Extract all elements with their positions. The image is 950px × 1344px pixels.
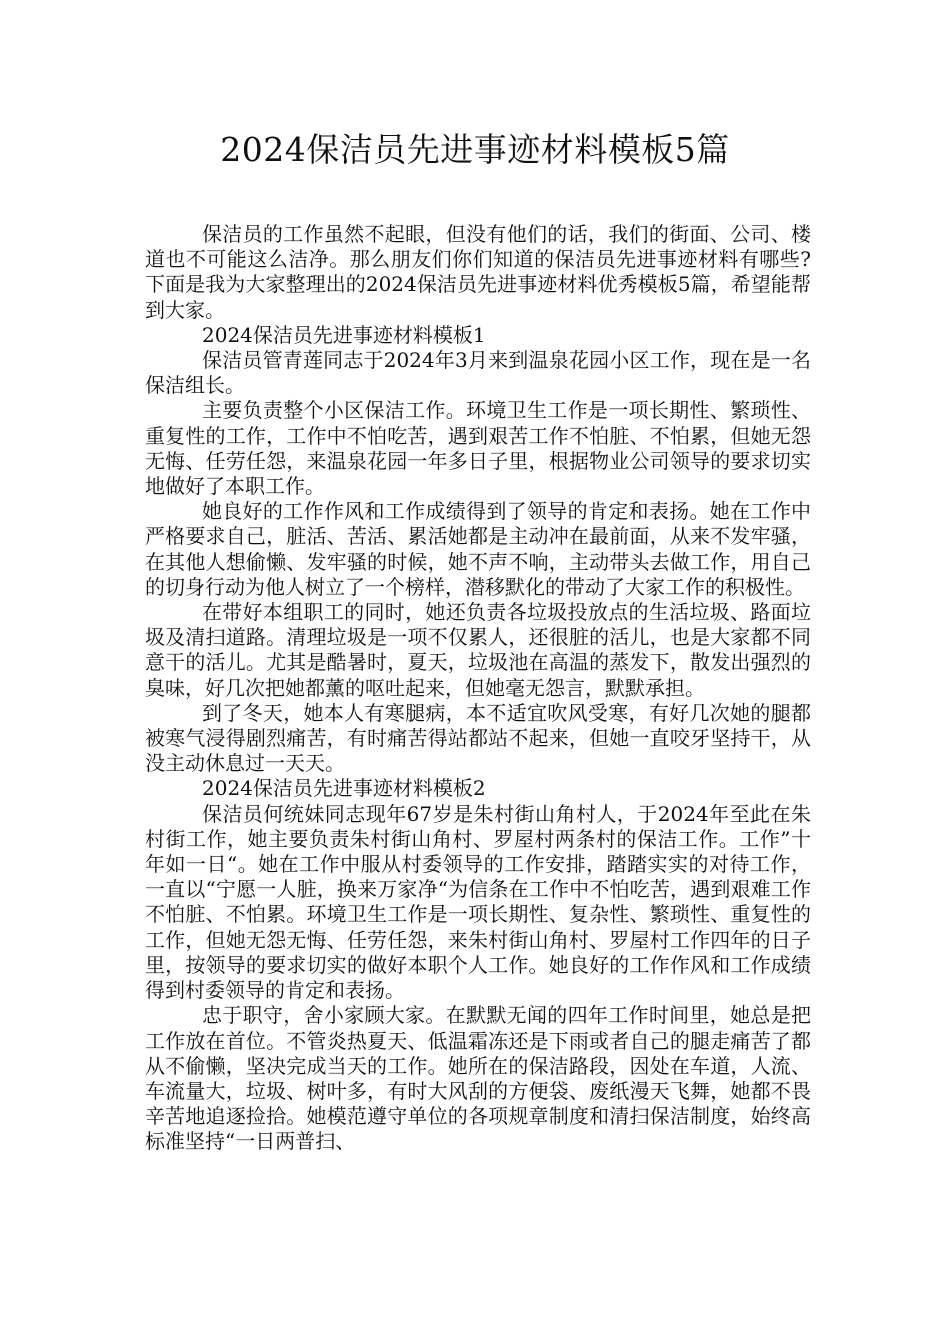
intro-paragraph: 保洁员的工作虽然不起眼，但没有他们的话，我们的街面、公司、楼道也不可能这么洁净。那么朋友们你们知道的保洁员先进事迹材料有哪些?下面是我为大家整理出的2024保洁员先进事迹材料优秀模板5篇，希望能帮到大家。 — [145, 222, 811, 322]
body-paragraph: 忠于职守，舍小家顾大家。在默默无闻的四年工作时间里，她总是把工作放在首位。不管炎热夏天、低温霜冻还是下雨或者自己的腿走痛苦了都从不偷懒，坚决完成当天的工作。她所在的保洁路段，因处在车道，人流、车流量大，垃圾、树叶多，有时大风刮的方便袋、废纸漫天飞舞，她都不畏辛苦地追逐捡拾。她模范遵守单位的各项规章制度和清扫保洁制度，始终高标准坚持“一日两普扫、 — [145, 1003, 811, 1154]
body-paragraph: 主要负责整个小区保洁工作。环境卫生工作是一项长期性、繁琐性、重复性的工作，工作中不怕吃苦，遇到艰苦工作不怕脏、不怕累，但她无怨无悔、任劳任怨，来温泉花园一年多日子里，根据物业公司领导的要求切实地做好了本职工作。 — [145, 398, 811, 499]
body-paragraph: 在带好本组职工的同时，她还负责各垃圾投放点的生活垃圾、路面垃圾及清扫道路。清理垃圾是一项不仅累人，还很脏的活儿，也是大家都不同意干的活儿。尤其是酷暑时，夏天，垃圾池在高温的蒸发下，散发出强烈的臭味，好几次把她都薰的呕吐起来，但她毫无怨言，默默承担。 — [145, 600, 811, 700]
section-heading-1: 2024保洁员先进事迹材料模板1 — [202, 322, 486, 347]
document-body — [145, 222, 811, 1155]
body-paragraph: 保洁员何统妹同志现年67岁是朱村街山角村人，于2024年至此在朱村街工作，她主要负责朱村街山角村、罗屋村两条村的保洁工作。工作”十年如一日“。她在工作中服从村委领导的工作安排，踏踏实实的对待工作，一直以“宁愿一人脏，换来万家净“为信条在工作中不怕吃苦，遇到艰难工作不怕脏、不怕累。环境卫生工作是一项长期性、复杂性、繁琐性、重复性的工作，但她无怨无悔、任劳任怨，来朱村街山角村、罗屋村工作四年的日子里，按领导的要求切实的做好本职个人工作。她良好的工作作风和工作成绩得到村委领导的肯定和表扬。 — [145, 801, 811, 1003]
body-paragraph: 到了冬天，她本人有寒腿病，本不适宜吹风受寒，有好几次她的腿都被寒气浸得剧烈痛苦，有时痛苦得站都站不起来，但她一直咬牙坚持干，从没主动休息过一天天。 — [145, 700, 811, 776]
section-heading-2: 2024保洁员先进事迹材料模板2 — [202, 776, 486, 801]
body-paragraph: 保洁员管青莲同志于2024年3月来到温泉花园小区工作，现在是一名保洁组长。 — [145, 348, 811, 398]
body-paragraph: 她良好的工作作风和工作成绩得到了领导的肯定和表扬。她在工作中严格要求自己，脏活、苦活、累活她都是主动冲在最前面，从来不发牢骚，在其他人想偷懒、发牢骚的时候，她不声不响，主动带头去做工作，用自己的切身行动为他人树立了一个榜样，潜移默化的带动了大家工作的积极性。 — [145, 499, 811, 599]
document-title: 2024保洁员先进事迹材料模板5篇 — [220, 130, 730, 169]
